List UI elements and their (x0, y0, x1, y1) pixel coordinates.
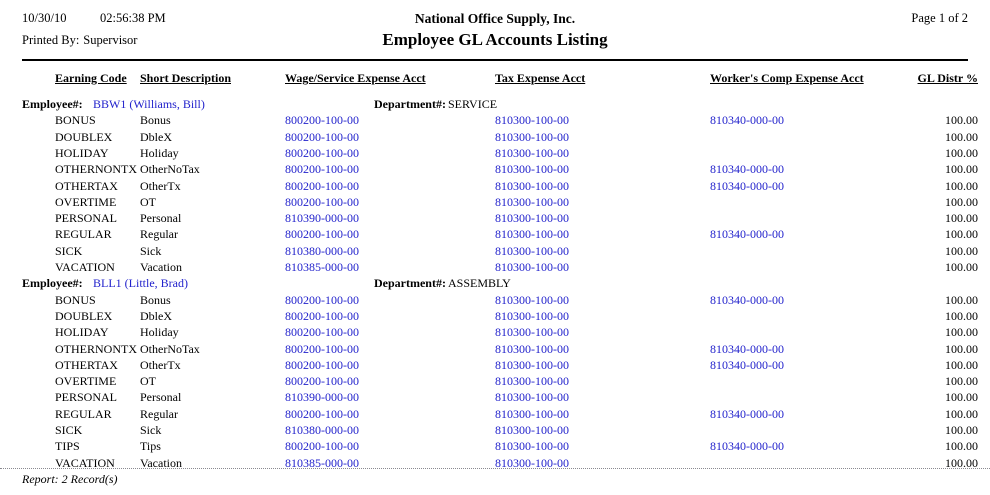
column-header-wage-service-expense-acct: Wage/Service Expense Acct (285, 71, 426, 85)
employee-group-header (0, 276, 990, 292)
wage-service-expense-acct-link[interactable]: 810385-000-00 (285, 260, 359, 274)
short-description-cell: Sick (140, 243, 162, 258)
gl-distr-pct-cell: 100.00 (945, 341, 978, 356)
earning-code-cell: PERSONAL (55, 390, 118, 405)
short-description-cell: Sick (140, 423, 162, 437)
wage-service-expense-acct-link[interactable]: 800200-100-00 (285, 129, 359, 144)
gl-distr-pct-cell: 100.00 (945, 390, 978, 405)
table-row (0, 130, 990, 146)
short-description-cell: Holiday (140, 145, 179, 160)
table-row (0, 390, 990, 406)
wage-service-expense-acct-link[interactable]: 810385-000-00 (285, 455, 359, 470)
wage-service-expense-acct-link[interactable]: 800200-100-00 (285, 439, 359, 454)
tax-expense-acct-link[interactable]: 810300-100-00 (495, 439, 569, 454)
tax-expense-acct-link[interactable]: 810300-100-00 (495, 178, 569, 193)
tax-expense-acct-link[interactable]: 810300-100-00 (495, 194, 569, 209)
tax-expense-acct-link[interactable]: 810300-100-00 (495, 129, 569, 144)
short-description-cell: Regular (140, 227, 178, 242)
table-row (0, 211, 990, 227)
workers-comp-expense-acct-link[interactable]: 810340-000-00 (710, 357, 784, 372)
gl-distr-pct-cell: 100.00 (945, 243, 978, 258)
short-description-cell: OtherTx (140, 357, 181, 372)
table-row (0, 195, 990, 211)
gl-distr-pct-cell: 100.00 (945, 374, 978, 389)
gl-distr-pct-cell: 100.00 (945, 455, 978, 470)
department-value: ASSEMBLY (448, 276, 511, 291)
printed-by-value: Supervisor (83, 33, 138, 47)
wage-service-expense-acct-link[interactable]: 800200-100-00 (285, 406, 359, 421)
employee-code-link[interactable]: BBW1 (Williams, Bill) (93, 97, 205, 111)
gl-distr-pct-cell: 100.00 (945, 162, 978, 177)
printed-by-label: Printed By: (22, 33, 80, 47)
earning-code-cell: PERSONAL (55, 211, 118, 226)
earning-code-cell: SICK (55, 423, 83, 437)
table-row (0, 456, 990, 472)
short-description-cell: DbleX (140, 129, 172, 144)
table-row (0, 227, 990, 243)
gl-distr-pct-cell: 100.00 (945, 406, 978, 421)
wage-service-expense-acct-link[interactable]: 810390-000-00 (285, 211, 359, 226)
table-row (0, 439, 990, 455)
table-row (0, 309, 990, 325)
tax-expense-acct-link[interactable]: 810300-100-00 (495, 357, 569, 372)
earning-code-cell: OTHERNONTX (55, 341, 137, 356)
workers-comp-expense-acct-link[interactable]: 810340-000-00 (710, 292, 784, 307)
column-header-workers-comp-expense-acct: Worker's Comp Expense Acct (710, 71, 864, 85)
earning-code-cell: BONUS (55, 292, 96, 307)
print-date: 10/30/10 (22, 11, 67, 25)
earning-code-cell: HOLIDAY (55, 325, 109, 340)
wage-service-expense-acct-link[interactable]: 800200-100-00 (285, 308, 359, 323)
earning-code-cell: TIPS (55, 439, 80, 454)
footer-separator-line (0, 468, 990, 469)
gl-distr-pct-cell: 100.00 (945, 113, 978, 128)
company-name: National Office Supply, Inc. (414, 11, 576, 26)
tax-expense-acct-link[interactable]: 810300-100-00 (495, 243, 569, 258)
gl-distr-pct-cell: 100.00 (945, 357, 978, 372)
column-header-short-description: Short Description (140, 71, 231, 85)
short-description-cell: OT (140, 194, 156, 209)
workers-comp-expense-acct-link[interactable]: 810340-000-00 (710, 113, 784, 128)
page-indicator: Page 1 of 2 (911, 11, 968, 25)
tax-expense-acct-link[interactable]: 810300-100-00 (495, 325, 569, 340)
earning-code-cell: VACATION (55, 260, 115, 274)
wage-service-expense-acct-link[interactable]: 800200-100-00 (285, 292, 359, 307)
tax-expense-acct-link[interactable]: 810300-100-00 (495, 211, 569, 226)
report-title: Employee GL Accounts Listing (382, 30, 608, 49)
table-row (0, 179, 990, 195)
tax-expense-acct-link[interactable]: 810300-100-00 (495, 308, 569, 323)
short-description-cell: Vacation (140, 455, 182, 470)
department-number-label: Department#: (374, 97, 446, 111)
table-row (0, 325, 990, 341)
earning-code-cell: VACATION (55, 455, 115, 470)
table-row (0, 407, 990, 423)
short-description-cell: Vacation (140, 260, 182, 274)
tax-expense-acct-link[interactable]: 810300-100-00 (495, 423, 569, 437)
header-separator-line (22, 59, 968, 61)
tax-expense-acct-link[interactable]: 810300-100-00 (495, 455, 569, 470)
tax-expense-acct-link[interactable]: 810300-100-00 (495, 390, 569, 405)
wage-service-expense-acct-link[interactable]: 800200-100-00 (285, 162, 359, 177)
earning-code-cell: BONUS (55, 113, 96, 128)
table-row (0, 374, 990, 390)
wage-service-expense-acct-link[interactable]: 800200-100-00 (285, 145, 359, 160)
wage-service-expense-acct-link[interactable]: 800200-100-00 (285, 194, 359, 209)
tax-expense-acct-link[interactable]: 810300-100-00 (495, 374, 569, 389)
wage-service-expense-acct-link[interactable]: 810380-000-00 (285, 423, 359, 437)
workers-comp-expense-acct-link[interactable]: 810340-000-00 (710, 341, 784, 356)
short-description-cell: Regular (140, 406, 178, 421)
wage-service-expense-acct-link[interactable]: 800200-100-00 (285, 113, 359, 128)
employee-number-label: Employee#: (22, 276, 83, 291)
wage-service-expense-acct-link[interactable]: 800200-100-00 (285, 374, 359, 389)
table-row (0, 358, 990, 374)
tax-expense-acct-link[interactable]: 810300-100-00 (495, 292, 569, 307)
short-description-cell: OtherTx (140, 178, 181, 193)
workers-comp-expense-acct-link[interactable]: 810340-000-00 (710, 406, 784, 421)
employee-number-label: Employee#: (22, 97, 83, 111)
earning-code-cell: OVERTIME (55, 374, 117, 389)
tax-expense-acct-link[interactable]: 810300-100-00 (495, 341, 569, 356)
tax-expense-acct-link[interactable]: 810300-100-00 (495, 260, 569, 274)
wage-service-expense-acct-link[interactable]: 800200-100-00 (285, 357, 359, 372)
earning-code-cell: REGULAR (55, 227, 112, 242)
workers-comp-expense-acct-link[interactable]: 810340-000-00 (710, 439, 784, 454)
record-count-summary: Report: 2 Record(s) (22, 472, 118, 486)
column-header-tax-expense-acct: Tax Expense Acct (495, 71, 586, 85)
tax-expense-acct-link[interactable]: 810300-100-00 (495, 162, 569, 177)
short-description-cell: Bonus (140, 292, 171, 307)
gl-distr-pct-cell: 100.00 (945, 325, 978, 340)
workers-comp-expense-acct-link[interactable]: 810340-000-00 (710, 162, 784, 177)
earning-code-cell: OTHERNONTX (55, 162, 137, 177)
earning-code-cell: HOLIDAY (55, 145, 109, 160)
table-row (0, 260, 990, 276)
gl-distr-pct-cell: 100.00 (945, 178, 978, 193)
tax-expense-acct-link[interactable]: 810300-100-00 (495, 145, 569, 160)
department-number-label: Department#: (374, 276, 446, 291)
short-description-cell: Personal (140, 390, 182, 405)
short-description-cell: OT (140, 374, 156, 389)
workers-comp-expense-acct-link[interactable]: 810340-000-00 (710, 227, 784, 242)
table-row (0, 293, 990, 309)
employee-code-link[interactable]: BLL1 (Little, Brad) (93, 276, 188, 291)
short-description-cell: Personal (140, 211, 182, 226)
gl-distr-pct-cell: 100.00 (945, 260, 978, 274)
gl-distr-pct-cell: 100.00 (945, 423, 978, 437)
table-row (0, 146, 990, 162)
tax-expense-acct-link[interactable]: 810300-100-00 (495, 227, 569, 242)
table-row (0, 113, 990, 129)
short-description-cell: Bonus (140, 113, 171, 128)
earning-code-cell: DOUBLEX (55, 129, 113, 144)
earning-code-cell: SICK (55, 243, 83, 258)
tax-expense-acct-link[interactable]: 810300-100-00 (495, 406, 569, 421)
wage-service-expense-acct-link[interactable]: 810380-000-00 (285, 243, 359, 258)
gl-distr-pct-cell: 100.00 (945, 194, 978, 209)
short-description-cell: Tips (140, 439, 161, 454)
table-row (0, 342, 990, 358)
earning-code-cell: OTHERTAX (55, 178, 118, 193)
wage-service-expense-acct-link[interactable]: 800200-100-00 (285, 227, 359, 242)
wage-service-expense-acct-link[interactable]: 800200-100-00 (285, 178, 359, 193)
short-description-cell: OtherNoTax (140, 162, 200, 177)
column-header-row (0, 71, 990, 87)
short-description-cell: Holiday (140, 325, 179, 340)
column-header-earning-code: Earning Code (55, 71, 127, 85)
wage-service-expense-acct-link[interactable]: 800200-100-00 (285, 341, 359, 356)
gl-distr-pct-cell: 100.00 (945, 439, 978, 454)
gl-distr-pct-cell: 100.00 (945, 292, 978, 307)
workers-comp-expense-acct-link[interactable]: 810340-000-00 (710, 178, 784, 193)
short-description-cell: OtherNoTax (140, 341, 200, 356)
gl-distr-pct-cell: 100.00 (945, 227, 978, 242)
wage-service-expense-acct-link[interactable]: 810390-000-00 (285, 390, 359, 405)
gl-distr-pct-cell: 100.00 (945, 211, 978, 226)
print-time: 02:56:38 PM (100, 11, 166, 25)
column-header-gl-distr-pct: GL Distr % (917, 71, 978, 85)
short-description-cell: DbleX (140, 308, 172, 323)
employee-group-header (0, 97, 990, 113)
tax-expense-acct-link[interactable]: 810300-100-00 (495, 113, 569, 128)
gl-distr-pct-cell: 100.00 (945, 145, 978, 160)
gl-distr-pct-cell: 100.00 (945, 308, 978, 323)
table-row (0, 162, 990, 178)
gl-distr-pct-cell: 100.00 (945, 129, 978, 144)
department-value: SERVICE (448, 97, 498, 111)
wage-service-expense-acct-link[interactable]: 800200-100-00 (285, 325, 359, 340)
earning-code-cell: REGULAR (55, 406, 112, 421)
earning-code-cell: DOUBLEX (55, 308, 113, 323)
earning-code-cell: OVERTIME (55, 194, 117, 209)
table-row (0, 244, 990, 260)
earning-code-cell: OTHERTAX (55, 357, 118, 372)
table-row (0, 423, 990, 439)
